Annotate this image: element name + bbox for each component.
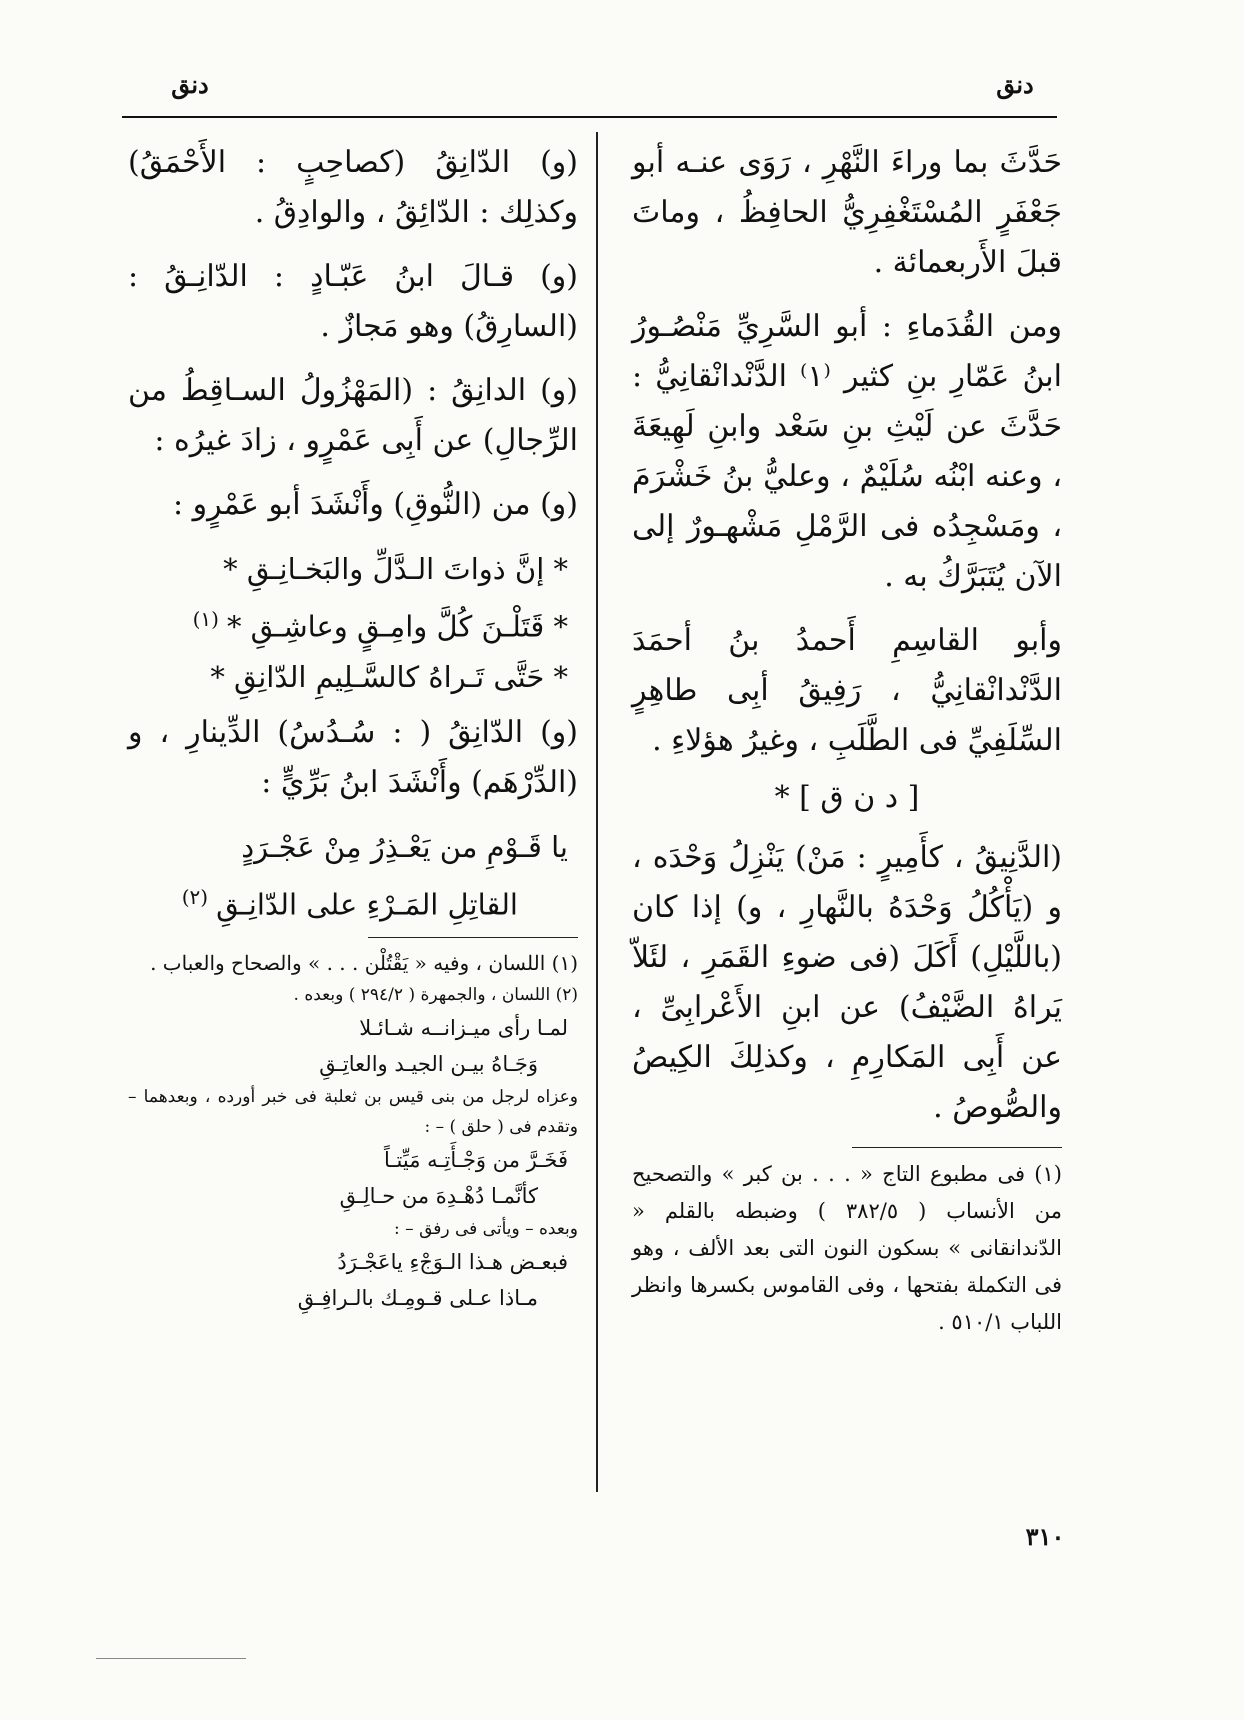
footnote-rule [368, 937, 578, 938]
footnote-prose: وعزاه لرجل من بنى قيس بن ثعلبة فى خبر أورده ، وبعدهما – وتقدم فى ( حلق ) – : [128, 1087, 578, 1138]
verse-text: * حَتَّى تَـراهُ كالسَّـلِيمِ الدّانِقِ * [210, 659, 568, 694]
footnote-verse: مـاذا عـلى قـومِـك بالـرافِـقِ [297, 1286, 538, 1311]
paragraph: (و) الدّانِقُ ( : سُـدُسُ) الدِّينارِ ، و (الدِّرْهَم) وأَنْشَدَ ابنُ بَرِّيٍّ : [128, 714, 578, 800]
poem-line [128, 822, 578, 872]
verse-line [128, 544, 578, 594]
running-header-left: دنق [171, 70, 209, 99]
footnote-rule [852, 1147, 1062, 1148]
left-column [128, 138, 578, 1316]
verse-text: * قَتَلْـنَ كُلَّ وامِـقٍ وعاشِـقِ * [226, 609, 568, 644]
paragraph: وأبو القاسِمِ أَحمدُ بنُ أحمَدَ الدَّنْدانْقانِيُّ ، رَفِيقُ أبِى طاهِرٍ السِّلَفِيِّ فى الطَّلَبِ ، وغيرُ هؤلاءِ . [632, 623, 1062, 758]
footnote-verse: وَجَـاهُ بيـن الجيـد والعاتِـقِ [319, 1052, 538, 1077]
poem-line [128, 872, 578, 930]
column-divider [596, 132, 598, 1492]
scan-mark [96, 1658, 246, 1659]
poem-text: القاتِلِ المَـرْءِ على الدّانِـقِ [216, 887, 518, 922]
paragraph: ومن القُدَماءِ : أبو السَّرِيِّ مَنْصُـورُ ابنُ عَمّارِ بنِ كثير ⁽١⁾ الدَّنْدانْقانِيُّ : حَدَّثَ عن لَيْثِ بنِ سَعْد وابنِ لَهِيعَةَ ، وعنه ابْنُه سُلَيْمٌ ، وعليُّ بنُ خَشْرَمَ ، ومَسْجِدُه فى الرَّمْلِ مَشْهـورٌ إلى الآن يُتَبَرَّكُ به . [632, 309, 1062, 594]
footnote-marker: (٢) [181, 884, 209, 909]
footnote: (١) اللسان ، وفيه « يَقْتُلْن . . . » والصحاح والعباب . [150, 951, 578, 976]
footnote-verse: لمـا رأى ميـزانــه شـائـلا [359, 1016, 568, 1041]
footnote-marker: (١) [192, 607, 219, 631]
footnote-prose: وبعده – ويأتى فى رفق – : [394, 1219, 578, 1240]
paragraph: (و) الدانِقُ : (المَهْزُولُ السـاقِطُ من الرِّجالِ) عن أَبِى عَمْرٍو ، زادَ غيرُه : [128, 373, 578, 458]
footnote-verse: فَخَـرَّ من وَجْـأَتِـه مَيِّتـاً [384, 1148, 568, 1173]
paragraph: (الدَّنِيقُ ، كأَمِيرٍ : مَنْ) يَنْزِلُ وَحْدَه ، و (يَأْكُلُ وَحْدَهُ بالنَّهارِ ، و) إذا كان (باللَّيْلِ) أَكَلَ (فى ضوءِ القَمَرِ ، لئَلاّ يَراهُ الضَّيْفُ) عن ابنِ الأَعْرابِىِّ ، عن أَبِى المَكارِمِ ، وكذلِكَ الكِيصُ والصُّوصُ . [632, 840, 1063, 1125]
header-rule [122, 116, 1057, 118]
footnote-verse: كأنَّمـا دُهْـدِهَ من حـالِـقِ [339, 1184, 538, 1209]
footnote-verse: فبعـض هـذا الـوَجْءِ ياعَجْـرَدُ [337, 1250, 568, 1275]
section-heading: [ د ن ق ] * [774, 780, 920, 815]
paragraph: حَدَّثَ بما وراءَ النَّهْرِ ، رَوَى عنـه أبو جَعْفَرٍ المُسْتَغْفِرِيُّ الحافِظُ ، وماتَ قبلَ الأَربعمائة . [632, 145, 1062, 280]
paragraph: (و) الدّانِقُ (كصاحِبٍ : الأَحْمَقُ) وكذلِك : الدّائِقُ ، والوادِقُ . [128, 145, 578, 230]
running-header-right: دنق [996, 70, 1034, 99]
page-number: ٣١٠ [1025, 1522, 1065, 1551]
right-column [632, 138, 1062, 1341]
footnote: (١) فى مطبوع التاج « . . . بن كبر » والتصحيح من الأنساب ( ٣٨٢/٥ ) وضبطه بالقلم « الدّندانقانى » بسكون النون التى بعد الألف ، وهو فى التكملة بفتحها ، وفى القاموس بكسرها وانظر اللباب ٥١٠/١ . [632, 1162, 1062, 1334]
paragraph: (و) قـالَ ابنُ عَبّـادٍ : الدّانِـقُ : (السارِقُ) وهو مَجازٌ . [128, 259, 578, 344]
poem-text: يا قَـوْمِ من يَعْـذِرُ مِنْ عَجْـرَدٍ [241, 829, 568, 864]
verse-text: * إنَّ ذواتَ الـدَّلِّ والبَخـانِـقِ * [223, 552, 568, 586]
verse-line [128, 594, 578, 652]
footnote: (٢) اللسان ، والجمهرة ( ٢٩٤/٢ ) وبعده . [293, 985, 578, 1006]
verse-line [128, 652, 578, 702]
paragraph: (و) من (النُّوقِ) وأَنْشَدَ أبو عَمْرٍو : [173, 487, 578, 522]
